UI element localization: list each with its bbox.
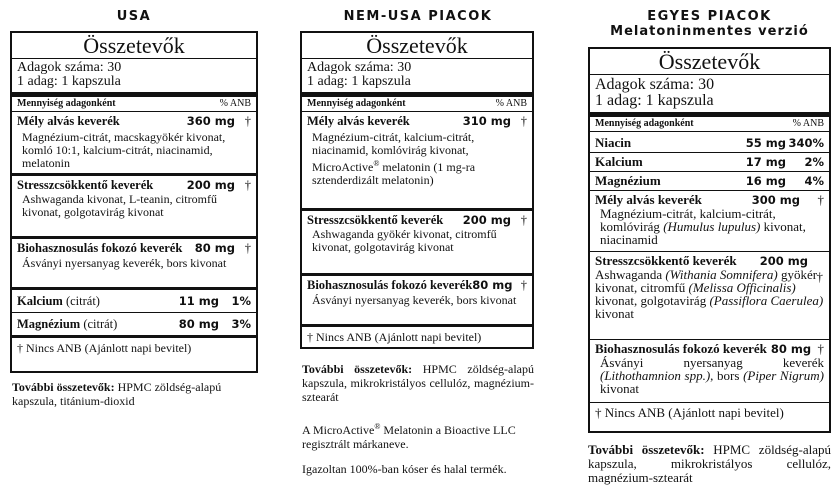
- other-label: További összetevők:: [302, 362, 413, 376]
- row-name: Magnézium: [595, 173, 661, 188]
- row-dv: 340%: [788, 136, 824, 150]
- table-title: Összetevők: [366, 33, 468, 58]
- footnote: † Nincs ANB (Ajánlott napi bevitel): [12, 335, 256, 358]
- row-dv: †: [816, 269, 823, 284]
- row-dv: †: [520, 114, 527, 128]
- table-title: Összetevők: [83, 33, 185, 58]
- row-desc: Magnézium-citrát, macskagyökér kivonat, komló 10:1, kalcium-citrát, niacinamid, melatonin: [22, 130, 226, 170]
- serving-info: [302, 58, 532, 92]
- row-name: Kalcium: [595, 154, 643, 169]
- table-row: [302, 208, 532, 273]
- servings-count: Adagok száma: 30: [17, 60, 122, 75]
- col-dv: % ANB: [792, 118, 824, 129]
- servings-count: Adagok száma: 30: [307, 60, 412, 75]
- table-row: [12, 236, 256, 287]
- table-row: [12, 312, 256, 335]
- ingredients-table: [300, 31, 534, 349]
- row-dv: 2%: [804, 155, 824, 169]
- table-row: [590, 190, 829, 251]
- row-desc: Magnézium-citrát, kalcium-citrát, niacinamid, komlóvirág kivonat, MicroActive® melatonin (1 mg-ra sztenderdizált melatonin): [312, 130, 476, 187]
- row-name: Biohasznosulás fokozó keverék: [17, 241, 183, 255]
- table-row: [590, 152, 829, 171]
- row-amount: 310 mg: [462, 114, 511, 128]
- row-amount: 16 mg: [745, 174, 786, 188]
- row-amount: 200 mg: [186, 178, 235, 192]
- other-label: További összetevők:: [588, 442, 705, 457]
- col-dv: % ANB: [219, 98, 251, 109]
- table-row: [590, 132, 829, 152]
- row-amount: 80 mg: [770, 342, 812, 356]
- row-desc: Ásványi nyersanyag keverék, bors kivonat: [22, 256, 227, 270]
- table-column-header: [12, 92, 256, 112]
- table-column-header: [302, 92, 532, 112]
- col-amount: Mennyiség adagonként: [595, 118, 694, 129]
- row-dv: †: [817, 192, 824, 207]
- row-dv: 3%: [231, 317, 251, 331]
- row-amount: 80 mg: [178, 317, 219, 331]
- row-dv: 1%: [231, 294, 251, 308]
- row-name: Magnézium: [17, 317, 81, 331]
- row-dv: †: [244, 178, 251, 192]
- footnote: † Nincs ANB (Ajánlott napi bevitel): [302, 324, 532, 347]
- ingredients-table: [588, 47, 831, 433]
- row-dv: †: [817, 341, 824, 356]
- row-name: Niacin: [595, 135, 632, 150]
- row-desc: Magnézium-citrát, kalcium-citrát, komlóvirág (Humulus lupulus) kivonat, niacinamid: [600, 206, 806, 247]
- row-name: Stresszcsökkentő keverék: [17, 178, 154, 192]
- row-desc: Ashwaganda (Withania Somnifera) gyökér kivonat, citromfű (Melissa Officinalis) kivonat, golgotavirág (Passiflora Caerulea) kivonat: [595, 267, 824, 321]
- footnote: † Nincs ANB (Ajánlott napi bevitel): [590, 402, 829, 423]
- other-text: HPMC zöldség-alapú kapszula, mikrokristályos cellulóz, magnézium-sztearát: [588, 442, 831, 485]
- table-column-header: [590, 112, 829, 132]
- panel-subheader: Melatoninmentes verzió: [610, 24, 809, 39]
- serving-info: [590, 74, 829, 112]
- row-amount: 80 mg: [194, 241, 235, 255]
- table-row: [590, 251, 829, 339]
- row-desc: Ashwaganda gyökér kivonat, citromfű kivonat, golgotavirág kivonat: [312, 227, 497, 254]
- table-row: [590, 339, 829, 402]
- row-amount: 17 mg: [745, 155, 786, 169]
- row-dv: †: [520, 213, 527, 227]
- row-name: Biohasznosulás fokozó keverék: [307, 278, 473, 292]
- table-row: [302, 273, 532, 324]
- row-name: Mély alvás keverék: [595, 192, 702, 207]
- table-row: [590, 171, 829, 190]
- other-ingredients: [302, 362, 534, 404]
- other-ingredients: [12, 380, 257, 408]
- row-name-suffix: (citrát): [62, 294, 100, 308]
- col-dv: % ANB: [495, 98, 527, 109]
- row-dv: †: [520, 278, 527, 292]
- panel-header: EGYES PIACOK: [647, 9, 772, 24]
- row-desc: Ásványi nyersanyag keverék (Lithothamnion spp.), bors (Piper Nigrum) kivonat: [600, 355, 824, 396]
- row-name: Stresszcsökkentő keverék: [595, 253, 737, 268]
- row-name: Mély alvás keverék: [17, 114, 120, 128]
- row-amount: 55 mg: [745, 136, 786, 150]
- table-row: [12, 287, 256, 312]
- row-dv: †: [244, 241, 251, 255]
- col-amount: Mennyiség adagonként: [307, 98, 406, 109]
- table-row: [12, 173, 256, 236]
- table-title: Összetevők: [658, 49, 761, 74]
- row-amount: 300 mg: [751, 193, 800, 207]
- row-name-suffix: (citrát): [80, 317, 118, 331]
- row-name: Stresszcsökkentő keverék: [307, 213, 444, 227]
- row-name: Biohasznosulás fokozó keverék: [595, 341, 767, 356]
- row-name: Kalcium: [17, 294, 63, 308]
- row-desc: Ásványi nyersanyag keverék, bors kivonat: [312, 293, 517, 307]
- row-dv: †: [244, 114, 251, 128]
- row-name: Mély alvás keverék: [307, 114, 410, 128]
- other-ingredients: [588, 443, 831, 485]
- panel-header: USA: [116, 9, 152, 24]
- serving-info: [12, 58, 256, 92]
- row-amount: 80 mg: [472, 278, 513, 292]
- col-amount: Mennyiség adagonként: [17, 98, 116, 109]
- row-dv: 4%: [804, 174, 824, 188]
- trademark-note: A MicroActive® Melatonin a Bioactive LLC regisztrált márkaneve.: [302, 422, 516, 451]
- row-amount: 11 mg: [178, 294, 219, 308]
- row-desc: Ashwaganda kivonat, L-teanin, citromfű kivonat, golgotavirág kivonat: [22, 192, 217, 219]
- panel-header: NEM-USA PIACOK: [343, 9, 493, 24]
- other-label: További összetevők:: [12, 380, 115, 394]
- serving-size: 1 adag: 1 kapszula: [595, 92, 714, 109]
- row-amount: 200 mg: [759, 254, 808, 268]
- other-text: HPMC zöldség-alapú kapszula, titánium-dioxid: [12, 380, 222, 408]
- ingredients-table: [10, 31, 258, 373]
- serving-size: 1 adag: 1 kapszula: [17, 74, 121, 89]
- serving-size: 1 adag: 1 kapszula: [307, 74, 411, 89]
- row-amount: 200 mg: [462, 213, 511, 227]
- kosher-note: Igazoltan 100%-ban kóser és halal termék.: [302, 462, 507, 476]
- other-text: HPMC zöldség-alapú kapszula, mikrokristályos cellulóz, magnézium-sztearát: [302, 362, 535, 404]
- table-row: [302, 112, 532, 208]
- row-amount: 360 mg: [186, 114, 235, 128]
- table-row: [12, 112, 256, 173]
- servings-count: Adagok száma: 30: [595, 76, 715, 93]
